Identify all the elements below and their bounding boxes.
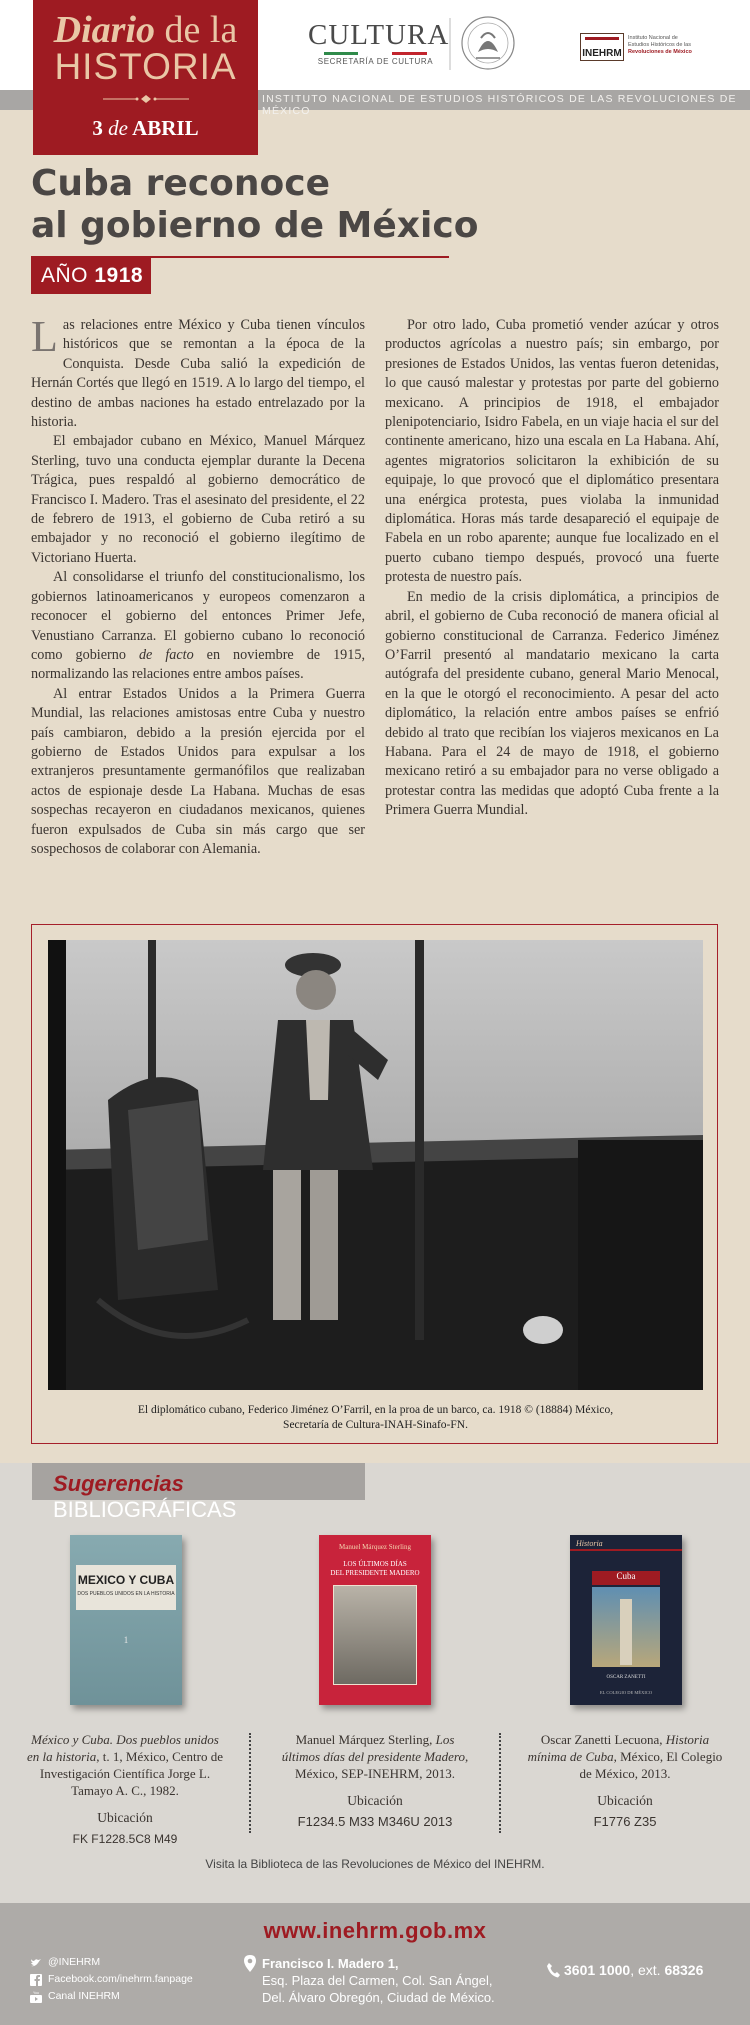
- series-title-box: [33, 0, 258, 155]
- book-call-number-1: FK F1228.5C8 M49: [72, 1832, 178, 1846]
- book-reference-3: Oscar Zanetti Lecuona, Historia mínima de Cuba, México, El Colegio de México, 2013.: [527, 1732, 723, 1781]
- book-location-label-2: Ubicación: [347, 1793, 403, 1808]
- drop-cap: L: [31, 312, 58, 361]
- book-cover-historia-minima-cuba[interactable]: [570, 1535, 682, 1705]
- book-location-label-1: Ubicación: [97, 1810, 153, 1825]
- book-location-label-3: Ubicación: [597, 1793, 653, 1808]
- historic-photo-illustration: [48, 940, 703, 1390]
- book-cover-ultimos-dias[interactable]: [319, 1535, 431, 1705]
- cover-label: [76, 1565, 176, 1610]
- article-column-1: [31, 312, 366, 859]
- book-cover-mexico-y-cuba[interactable]: [70, 1535, 182, 1705]
- social-links: [30, 1954, 193, 2005]
- book-call-number-2: F1234.5 M33 M346U 2013: [297, 1814, 453, 1829]
- youtube-link[interactable]: You Canal INEHRM: [30, 1988, 193, 2005]
- cover-title: MEXICO Y CUBA: [77, 1573, 175, 1587]
- flag-colors-bar: [324, 52, 427, 55]
- twitter-link[interactable]: @INEHRM: [30, 1954, 193, 1971]
- website-link[interactable]: www.inehrm.gob.mx: [263, 1918, 487, 1943]
- cover-rule: [570, 1549, 682, 1551]
- phone-icon: [546, 1962, 560, 1978]
- location-pin-icon: [244, 1955, 256, 1972]
- suggestions-title: Sugerencias BIBLIOGRÁFICAS: [32, 1463, 365, 1500]
- flourish-ornament: [101, 94, 191, 104]
- mexico-coat-of-arms-icon: [448, 12, 522, 74]
- phone-number[interactable]: 3601 1000, ext. 68326: [564, 1962, 704, 1978]
- article-column-2: [385, 316, 719, 821]
- photo-caption: El diplomático cubano, Federico Jiménez O’Farril, en la proa de un barco, ca. 1918 © (18884) México, Secretaría de Cultura-INAH-Sinafo-FN.: [137, 1404, 614, 1431]
- paragraph: Las relaciones entre México y Cuba tienen vínculos históricos que se remontan a la época de la Conquista. Desde Cuba salió la expedición de Hernán Cortés que llegó en 1519. A lo largo del tiempo, el destino de ambas naciones ha estado entrelazado por la historia.: [31, 312, 365, 431]
- cover-author: Manuel Márquez Sterling: [339, 1543, 411, 1551]
- header-band-text: INSTITUTO NACIONAL DE ESTUDIOS HISTÓRICOS DE LAS REVOLUCIONES DE MÉXICO: [262, 93, 737, 117]
- inehrm-description: Instituto Nacional de Estudios Históricos de las Revoluciones de México: [628, 35, 692, 55]
- cover-illustration: [592, 1587, 660, 1667]
- cover-title-2: DEL PRESIDENTE MADERO: [330, 1569, 420, 1577]
- book-call-number-3: F1776 Z35: [593, 1814, 657, 1829]
- historic-photo: [48, 940, 703, 1390]
- address: Francisco I. Madero 1, Esq. Plaza del Carmen, Col. San Ángel, Del. Álvaro Obregón, Ciudad de México.: [262, 1956, 495, 2005]
- facebook-link[interactable]: Facebook.com/inehrm.fanpage: [30, 1971, 193, 1988]
- facebook-icon: [30, 1974, 42, 1986]
- issue-date: 3 de ABRIL: [92, 116, 199, 140]
- library-visit-text: Visita la Biblioteca de las Revoluciones de México del INEHRM.: [205, 1857, 545, 1871]
- article-headline: Cuba reconoce al gobierno de México: [31, 163, 479, 246]
- cover-author: OSCAR ZANETTI: [606, 1675, 646, 1680]
- cover-publisher: EL COLEGIO DE MÉXICO: [599, 1690, 653, 1695]
- cover-title-1: LOS ÚLTIMOS DÍAS: [343, 1560, 407, 1568]
- paragraph: El embajador cubano en México, Manuel Márquez Sterling, tuvo una conducta ejemplar durante la Decena Trágica, pues respaldó al gobierno democrático de Francisco I. Madero. Tras el asesinato del presidente, el 22 de febrero de 1913, el gobierno de Cuba retiró a su embajador y no reconoció el gobierno ilegítimo de Victoriano Huerta.: [31, 433, 365, 566]
- cover-subtitle: DOS PUEBLOS UNIDOS EN LA HISTORIA: [77, 1591, 175, 1597]
- cultura-logo[interactable]: [308, 19, 450, 66]
- book-reference-1: México y Cuba. Dos pueblos unidos en la historia, t. 1, México, Centro de Investigación Científica Jorge L. Tamayo A. C., 1982.: [26, 1732, 224, 1798]
- svg-text:You: You: [33, 1990, 39, 1995]
- cover-title: Cuba: [592, 1571, 660, 1585]
- inehrm-mark: INEHRM: [580, 33, 624, 61]
- year-badge: AÑO 1918: [31, 258, 151, 294]
- cover-volume: 1: [123, 1635, 129, 1645]
- lighthouse-icon: [620, 1599, 632, 1665]
- paragraph: Al consolidarse el triunfo del constitucionalismo, los gobiernos latinoamericanos y europeos comenzaron a reconocer el gobierno del entonces Primer Jefe, Venustiano Carranza. El gobierno cubano lo reconoció como gobierno de facto en noviembre de 1915, normalizando las relaciones entre ambos países.: [31, 569, 366, 683]
- youtube-icon: [30, 1991, 42, 2003]
- cover-photo: [333, 1585, 417, 1685]
- paragraph: Al entrar Estados Unidos a la Primera Guerra Mundial, las relaciones amistosas entre Cuba y nuestro país cambiaron, debido a la presión ejercida por el gobierno de Estados Unidos para expulsar a los extranjeros presuntamente germanófilos que realizaban actos de espionaje desde La Habana. Muchas de esas sospechas recayeron en ciudadanos mexicanos, quienes fueron expulsados de Cuba sin más cargo que ser sospechosos de colaborar con Alemania.: [31, 685, 365, 857]
- cover-background: [70, 1535, 182, 1705]
- cover-series: Historia: [576, 1539, 603, 1548]
- dotted-divider: [249, 1733, 251, 1833]
- dotted-divider: [499, 1733, 501, 1833]
- paragraph: En medio de la crisis diplomática, a principios de abril, el gobierno de Cuba reconoció de manera oficial al gobierno constitucional de Carranza. Federico Jiménez O’Farril presentó al mandatario mexicano la carta autógrafa del presidente cubano, general Mario Menocal, en la que le otorgó el reconocimiento. A pesar del acto diplomático, la relación entre ambos países se enfrió debido al trato que recibían los viajeros mexicanos en La Habana. Para el 24 de mayo de 1918, el gobierno mexicano retiró a su embajador para no verse obligado a protestar contra las medidas que adoptó Cuba frente a la Primera Guerra Mundial.: [385, 588, 719, 819]
- paragraph: Por otro lado, Cuba prometió vender azúcar y otros productos agrícolas a nuestro país; sin embargo, por presiones de Estados Unidos, las ventas fueron detenidas, lo que causó malestar y protestas por parte del gobierno mexicano. A principios de 1918, el embajador plenipotenciario, Isidro Fabela, en un viaje hacia el sur del continente americano, hizo una escala en La Habana. Ahí, agentes migratorios solicitaron la exhibición de su equipaje, lo que provocó que el diplomático presentara una enérgica protesta, pues violaba la inmunidad diplomática. Horas más tarde desapareció el equipaje de Fabela en un robo aparente; aunque fue localizado en el puerto cubano tiempo después, provocó una fuerte protesta de nuestro país.: [385, 317, 719, 586]
- twitter-icon: [30, 1957, 42, 1969]
- series-title-line2: HISTORIA: [54, 46, 237, 87]
- series-title-line1: Diario de la: [53, 9, 238, 51]
- cultura-subtitle: SECRETARÍA DE CULTURA: [317, 57, 434, 66]
- book-reference-2: Manuel Márquez Sterling, Los últimos días del presidente Madero, México, SEP-INEHRM, 2013.: [281, 1732, 469, 1781]
- inehrm-logo[interactable]: [580, 33, 700, 63]
- cultura-wordmark: CULTURA: [308, 19, 450, 51]
